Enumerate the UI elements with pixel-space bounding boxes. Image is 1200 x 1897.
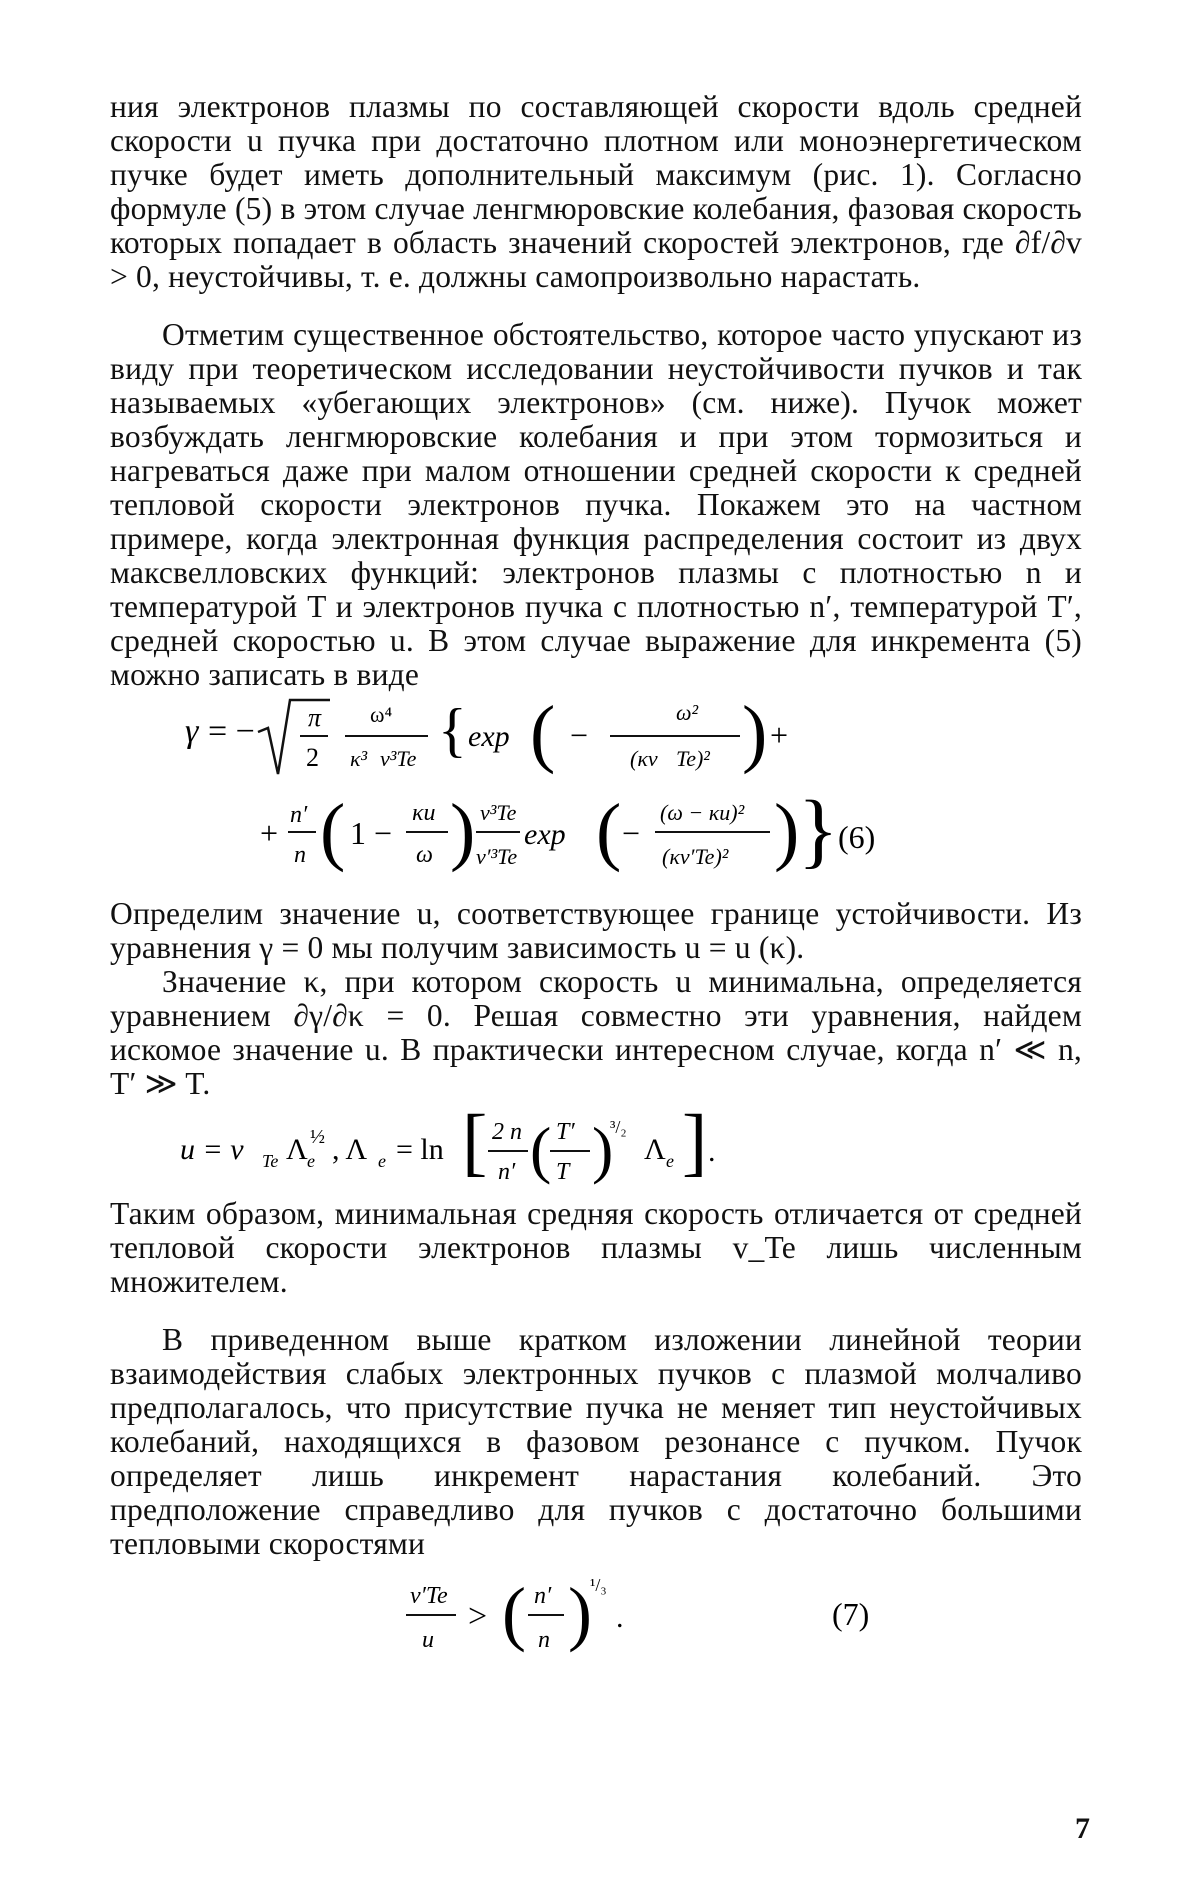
- eq6-vte3: v³Te: [380, 746, 417, 771]
- eq6-exp-2: exp: [524, 818, 566, 851]
- paragraph-3: Определим значение u, соответствующее границе устойчивости. Из уравнения γ = 0 мы получим зависимость u = u (κ).: [110, 896, 1082, 965]
- eq-u-tprime: T′: [556, 1119, 575, 1145]
- eq6-kvte-b: Te)²: [676, 746, 710, 771]
- equation-u-svg: [110, 1101, 1082, 1197]
- equation-6-svg: [110, 692, 1082, 897]
- eq6-equals-minus: = −: [208, 713, 255, 750]
- eq6-minus-2: −: [622, 815, 641, 851]
- eq7-onethird: ¹/₃: [590, 1575, 607, 1595]
- eq6-minus: −: [570, 717, 589, 753]
- paren-open-icon: (: [530, 691, 556, 775]
- eq6-ku: κu: [412, 800, 436, 826]
- paren-open-icon: (: [530, 1114, 552, 1185]
- eq-u-lambda-2: Λ: [644, 1133, 666, 1166]
- eq7-n: n: [538, 1627, 550, 1653]
- eq7-dot: .: [616, 1601, 624, 1634]
- eq6-pi: π: [308, 703, 322, 732]
- eq7-number: (7): [832, 1596, 870, 1632]
- paragraph-1: ния электронов плазмы по составляющей скорости вдоль средней скорости u пучка при достаточно плотном или моноэнергетическом пучке будет иметь дополнительный максимум (рис. 1). Согласно формуле (5) в этом случае ленгмюровские колебания, фазовая скорость которых попадает в область значений скоростей электронов, где ∂f/∂v > 0, неустойчивы, т. е. должны самопроизвольно нарастать.: [110, 89, 1082, 294]
- paren-open-icon: (: [502, 1573, 526, 1653]
- eq6-plus-1: +: [770, 717, 789, 753]
- eq6-vte3-num: v³Te: [480, 800, 517, 825]
- eq6-number: (6): [838, 819, 876, 855]
- bracket-open-icon: [: [462, 1100, 488, 1184]
- eq-u-e: e: [307, 1151, 315, 1171]
- equation-7-svg: [110, 1561, 1082, 1665]
- eq6-omega4: ω⁴: [370, 702, 393, 727]
- equation-u: [110, 1101, 1082, 1197]
- eq6-gamma: γ: [185, 713, 199, 750]
- eq6-two: 2: [306, 743, 319, 772]
- eq-u-half: ½: [310, 1126, 325, 1148]
- eq-u-lhs: u = v: [180, 1133, 244, 1166]
- paragraph-6: В приведенном выше кратком изложении линейной теории взаимодействия слабых электронных пучков с плазмой молчаливо предполагалось, что присутствие пучка не меняет тип неустойчивых колебаний, находящихся в фазовом резонансе с пучком. Пучок определяет лишь инкремент нарастания колебаний. Это предположение справедливо для пучков с достаточно большими тепловыми скоростями: [110, 1322, 1082, 1561]
- eq-u-dot: .: [708, 1135, 716, 1168]
- eq6-nprime: n′: [290, 802, 308, 828]
- paren-close-icon: ): [450, 789, 476, 873]
- eq6-one-minus: 1 −: [350, 815, 393, 851]
- paren-open-icon: (: [596, 789, 622, 873]
- eq-u-e-3: e: [666, 1151, 674, 1171]
- eq6-n: n: [294, 842, 306, 868]
- eq-u-nprime: n′: [498, 1159, 516, 1185]
- eq6-kvprimete: (κv′Te)²: [662, 844, 729, 869]
- eq6-omega2: ω²: [676, 700, 699, 725]
- eq-u-t: T: [556, 1159, 570, 1185]
- eq6-kvte-a: (κv: [630, 746, 658, 771]
- eq6-plus-2: +: [260, 815, 279, 851]
- paren-close-icon: ): [592, 1114, 614, 1185]
- eq6-omega: ω: [416, 842, 433, 868]
- eq-u-lambda: Λ: [286, 1133, 308, 1166]
- eq7-nprime: n′: [534, 1583, 552, 1609]
- paragraph-5: Таким образом, минимальная средняя скорость отличается от средней тепловой скорости электронов плазмы v_Te лишь численным множителем.: [110, 1196, 1082, 1299]
- eq6-omega-minus-ku: (ω − κu)²: [660, 800, 745, 825]
- eq-u-e-2: e: [378, 1151, 386, 1171]
- bracket-close-icon: ]: [682, 1100, 708, 1184]
- brace-open-icon: {: [438, 697, 467, 763]
- paren-open-icon: (: [320, 789, 346, 873]
- page-number: 7: [1075, 1812, 1090, 1845]
- eq7-gt: >: [468, 1598, 488, 1635]
- paragraph-2: Отметим существенное обстоятельство, которое часто упускают из виду при теоретическом исследовании неустойчивости пучков и так называемых «убегающих электронов» (см. ниже). Пучок может возбуждать ленгмюровские колебания и при этом тормозиться и нагреваться даже при малом отношении средней скорости к средней тепловой скорости электронов пучка. Покажем это на частном примере, когда электронная функция распределения состоит из двух максвелловских функций: электронов плазмы с плотностью n и температурой T и электронов пучка с плотностью n′, температурой T′, средней скоростью u. В этом случае выражение для инкремента (5) можно записать в виде: [110, 317, 1082, 692]
- equation-6: [110, 692, 1082, 897]
- eq-u-comma-lambda: , Λ: [332, 1133, 368, 1166]
- eq7-vprimete: v′Te: [410, 1583, 448, 1609]
- eq6-vprimete3: v′³Te: [476, 844, 518, 869]
- eq-u-ln: = ln: [396, 1133, 444, 1166]
- paren-close-icon: ): [742, 691, 768, 775]
- eq-u-te: Te: [262, 1151, 279, 1171]
- paren-close-icon: ): [568, 1573, 592, 1653]
- page-body: [110, 90, 1082, 1665]
- eq-u-2n: 2 n: [492, 1119, 522, 1145]
- equation-7: [110, 1561, 1082, 1665]
- eq7-u: u: [422, 1627, 434, 1653]
- eq-u-threehalves: ³/₂: [610, 1117, 627, 1137]
- brace-close-icon: }: [798, 784, 839, 877]
- paren-close-icon: ): [774, 789, 800, 873]
- eq6-exp: exp: [468, 720, 510, 753]
- paragraph-4: Значение κ, при котором скорость u минимальна, определяется уравнением ∂γ/∂κ = 0. Решая совместно эти уравнения, найдем искомое значение u. В практически интересном случае, когда n′ ≪ n, T′ ≫ T.: [110, 964, 1082, 1101]
- eq6-k3: κ³: [350, 746, 368, 771]
